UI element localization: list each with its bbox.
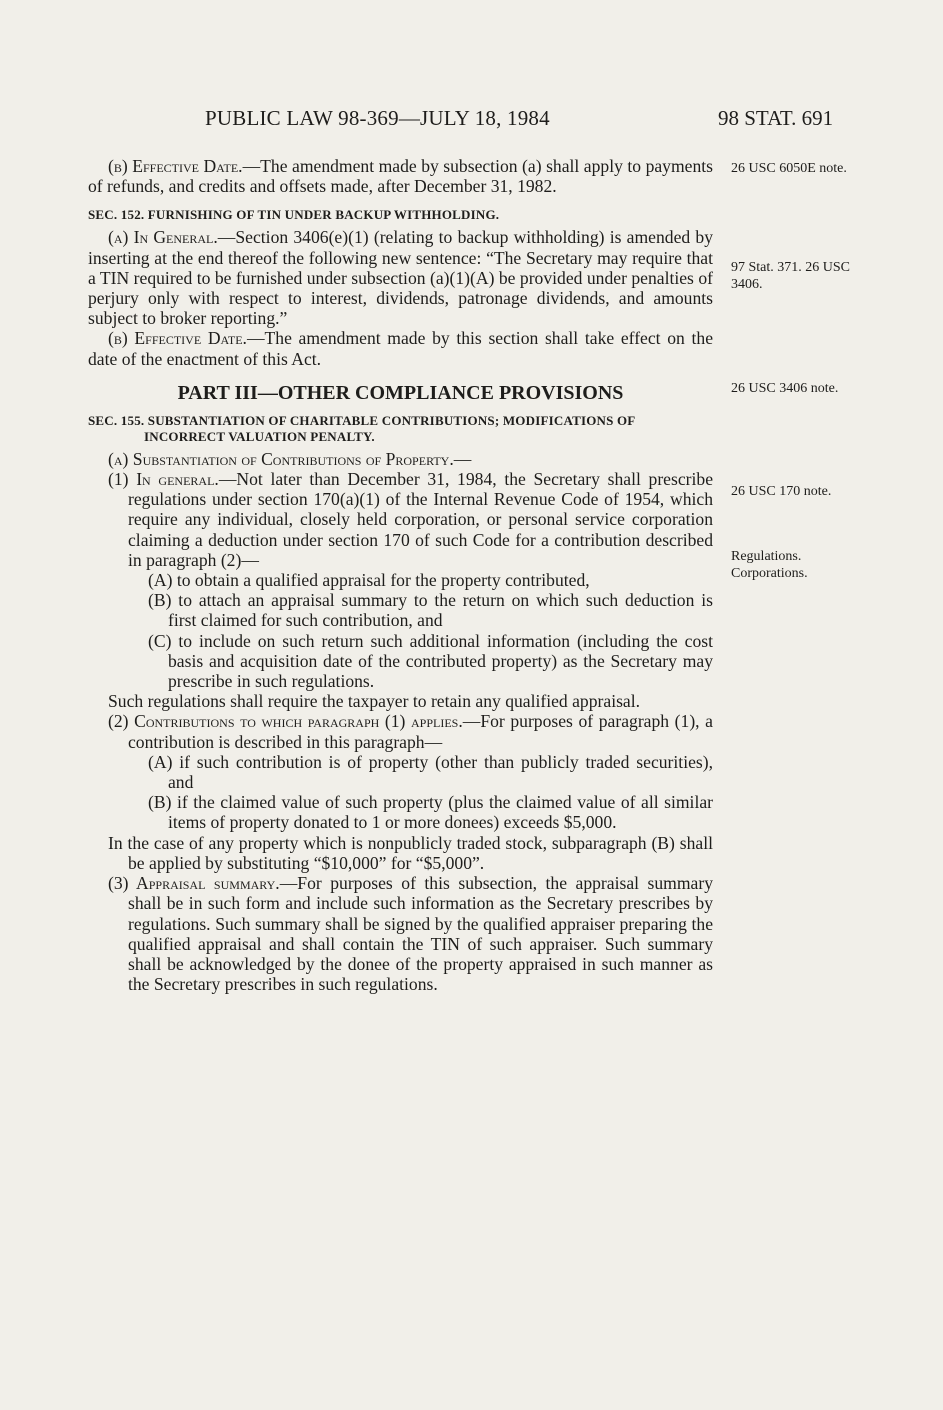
subsection-a: [88, 449, 713, 469]
sidenote-usc-170: 26 USC 170 note.: [731, 484, 832, 499]
paragraph-text: —: [453, 448, 472, 469]
sidenote-stat-371: 97 Stat. 371. 26 USC 3406.: [731, 260, 851, 292]
section-152-b: [88, 328, 713, 368]
paragraph-label: (3) Appraisal summary.: [108, 873, 280, 894]
part-heading: PART III—OTHER COMPLIANCE PROVISIONS: [177, 381, 624, 404]
clause-2B: (B) if the claimed value of such property (plus the claimed value of all similar items of property donated to 1 or more donees) exceeds $5,000.: [148, 792, 713, 833]
clause-2A: (A) if such contribution is of property (other than publicly traded securities), and: [148, 751, 713, 793]
header-title: PUBLIC LAW 98-369—JULY 18, 1984: [205, 106, 550, 130]
paragraph-text: —Section 3406(e)(1) (relating to backup withholding) is amended by inserting at the end thereof the following new sentence: “The Secretary may require that a TIN required to be furnished under subsection (a)(1)(A) be provided under penalties of perjury only with respect to interest, dividends, patronage dividends, and amounts subject to broker reporting.”: [88, 227, 713, 329]
paragraph-text: —For purposes of this subsection, the appraisal summary shall be in such form and include such information as the Secretary prescribes by regulations. Such summary shall be signed by the qualified appraiser preparing the qualified appraisal and shall contain the TIN of such appraiser. Such summary shall be acknowledged by the donee of the property appraised in such manner as the Secretary prescribes in such regulations.: [128, 873, 713, 995]
paragraph-text: —For purposes of paragraph (1), a contribution is described in this paragraph—: [128, 711, 713, 752]
sidenote-regulations: Regulations. Corporations.: [731, 549, 808, 581]
paragraph-2: [88, 711, 713, 751]
clause-1C: (C) to include on such return such additional information (including the cost basis and acquisition date of the contributed property) as the Secretary may prescribe in such regulations.: [148, 630, 713, 692]
paragraph-label: (1) In general.: [108, 469, 219, 490]
clause-1B: (B) to attach an appraisal summary to the return on which such deduction is first claimed for such contribution, and: [148, 590, 713, 631]
main-text: [88, 156, 713, 994]
paragraph-text: —The amendment made by subsection (a) shall apply to payments of refunds, and credits and offsets made, after December 31, 1982.: [88, 156, 713, 197]
header-stat-page: 98 STAT. 691: [718, 106, 834, 130]
paragraph-effective-date: [88, 156, 713, 196]
section-152-a: [88, 227, 713, 328]
paragraph-label: (b) Effective Date.: [108, 156, 243, 176]
paragraph-label: (a) In General.: [108, 227, 218, 248]
paragraph-text: —Not later than December 31, 1984, the Secretary shall prescribe regulations under section 170(a)(1) of the Internal Revenue Code of 1954, which require any individual, closely held corporation, or personal service corporation claiming a deduction under section 170 of such Code for a contribution described in paragraph (2)—: [128, 469, 714, 570]
paragraph-text: —The amendment made by this section shall take effect on the date of the enactment of this Act.: [88, 328, 713, 369]
section-155-heading: SEC. 155. SUBSTANTIATION OF CHARITABLE CONTRIBUTIONS; MODIFICATIONS OF INCORRECT VALUATION PENALTY.: [88, 412, 635, 444]
paragraph-1-close: Such regulations shall require the taxpayer to retain any qualified appraisal.: [108, 691, 641, 712]
paragraph-3: [88, 873, 713, 994]
sidenote-usc-6050e: 26 USC 6050E note.: [731, 161, 847, 176]
paragraph-label: (2) Contributions to which paragraph (1) applies.: [108, 711, 463, 732]
page-header: [0, 106, 943, 136]
paragraph-1: [88, 469, 713, 570]
paragraph-label: (a) Substantiation of Contributions of Property.: [108, 448, 454, 469]
paragraph-2-close: In the case of any property which is nonpublicly traded stock, subparagraph (B) shall be applied by substituting “$10,000” for “$5,000”.: [108, 832, 713, 873]
paragraph-label: (b) Effective Date.: [108, 328, 247, 349]
sidenote-usc-3406: 26 USC 3406 note.: [731, 381, 839, 396]
clause-1A: (A) to obtain a qualified appraisal for the property contributed,: [148, 570, 590, 591]
section-152-heading: SEC. 152. FURNISHING OF TIN UNDER BACKUP WITHHOLDING.: [88, 207, 500, 223]
